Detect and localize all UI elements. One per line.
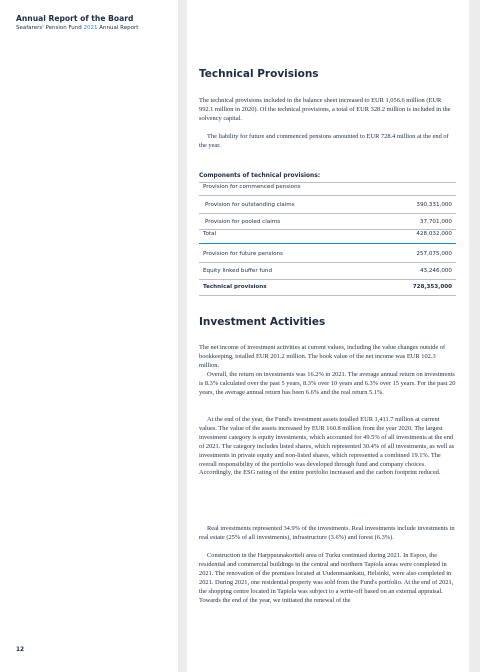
row-label: Provision for pooled claims bbox=[205, 219, 281, 225]
investment-paragraph-2: Overall, the return on investments was 16.2% in 2021. The average annual return on investments is 8.3% calculated over the past 5 years, 8.3% over 10 years and 6.3% over 15 years. For the past 20 years, the average annual return has been 6.6% and the real return 5.1%. bbox=[199, 371, 456, 396]
table-row bbox=[199, 183, 456, 195]
table-rule bbox=[199, 279, 456, 280]
row-value: 428,032,000 bbox=[416, 231, 452, 237]
content-column bbox=[187, 0, 469, 672]
row-label: Total bbox=[203, 231, 217, 237]
table-rule bbox=[199, 262, 456, 263]
row-label: Provision for outstanding claims bbox=[205, 202, 295, 208]
investment-paragraph-1: The net income of investment activities at current values, including the value changes outside of bookkeeping, totalled EUR 201.2 million. The book value of the net income was EUR 102.3 million. bbox=[199, 344, 446, 369]
investment-paragraph-4: Real investments represented 34.9% of the investments. Real investments include investments in real estate (25% of all investments), infrastructure (3.6%) and forest (6.3%). bbox=[199, 525, 455, 541]
row-value: 37,701,000 bbox=[419, 219, 452, 225]
table-accent-rule bbox=[199, 243, 456, 244]
table-row-total bbox=[199, 283, 456, 295]
investment-paragraph-3: At the end of the year, the Fund's investment assets totalled EUR 1,411.7 million at current values. The value of the assets increased by EUR 160.8 million from the year 2020. The largest investment category is equity investments, which accounted for 49.5% of all investments at the end of 2021. The category includes listed shares, which represented 30.4% of all investments, as well as investments in private equity and non-listed shares, which represented a combined 19.1%. The overall responsibility of the portfolio was developed through fund and company choices. Accordingly, the ESG rating of the entire portfolio increased and the carbon footprint reduced. bbox=[199, 416, 455, 477]
row-value: 390,331,000 bbox=[416, 202, 452, 208]
technical-paragraph-1: The technical provisions included in the balance sheet increased to EUR 1,056.6 million (EUR 992.1 million in 2020). Of the technical provisions, a total of EUR 328.2 million is included in the solvency capital. bbox=[199, 97, 451, 122]
left-margin bbox=[0, 0, 178, 672]
report-subtitle-prefix: Seafarers' Pension Fund bbox=[16, 25, 84, 31]
table-rule bbox=[199, 213, 456, 214]
table-rule bbox=[199, 295, 456, 296]
row-label: Technical provisions bbox=[203, 284, 267, 290]
technical-paragraph-2: The liability for future and commenced pensions amounted to EUR 728.4 million at the end of the year. bbox=[199, 133, 449, 149]
row-value: 43,246,000 bbox=[419, 268, 452, 274]
row-value: 728,353,000 bbox=[412, 284, 452, 290]
investment-activities-heading: Investment Activities bbox=[199, 316, 326, 328]
table-row bbox=[199, 267, 456, 279]
report-subtitle bbox=[16, 25, 138, 31]
technical-provisions-heading: Technical Provisions bbox=[199, 68, 319, 80]
investment-paragraph-5: Construction in the Harppuunakortteli area of Turku continued during 2021. In Espoo, the residential and commercial buildings in the central and northern Tapiola areas were completed in 2021. The renovation of the premises located at Uudenmaankatu, Helsinki, were also completed in 2021. During 2021, one residential property was sold from the Fund's portfolio. At the end of 2021, the shopping centre located in Tapiola was subject to a write-off based on an external appraisal. Towards the end of the year, we initiated the renewal of the bbox=[199, 552, 454, 604]
report-title: Annual Report of the Board bbox=[16, 14, 134, 23]
report-subtitle-suffix: Annual Report bbox=[97, 25, 139, 31]
table-row bbox=[199, 250, 456, 262]
row-label: Equity linked buffer fund bbox=[203, 268, 273, 274]
table-row bbox=[199, 230, 456, 242]
table-row bbox=[199, 201, 456, 213]
page-number: 12 bbox=[16, 647, 25, 653]
row-label: Provision for future pensions bbox=[203, 251, 283, 257]
table-rule bbox=[199, 195, 456, 196]
report-year: 2021 bbox=[83, 25, 98, 31]
row-value: 257,075,000 bbox=[416, 251, 452, 257]
components-heading: Components of technical provisions: bbox=[199, 173, 321, 179]
row-label: Provision for commenced pensions bbox=[203, 184, 301, 190]
